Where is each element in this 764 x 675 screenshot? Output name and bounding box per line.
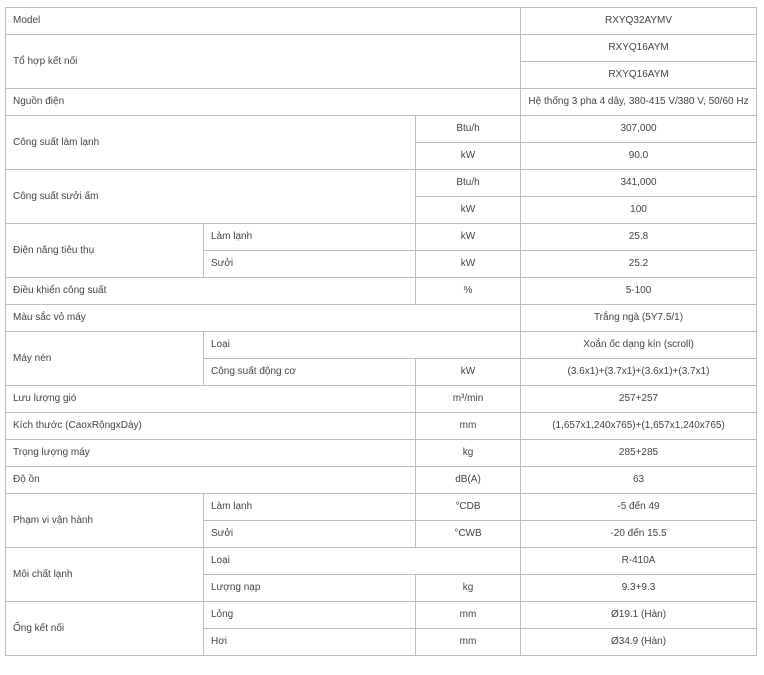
table-row (6, 278, 757, 305)
row-label-power-supply: Nguồn điện (6, 89, 521, 116)
table-row (6, 440, 757, 467)
table-row (6, 494, 757, 521)
cooling-unit-btu: Btu/h (416, 116, 521, 143)
power-consumption-unit-heating: kW (416, 251, 521, 278)
row-label-heating-capacity: Công suất sưởi ấm (6, 170, 416, 224)
heating-value-kw: 100 (521, 197, 757, 224)
piping-mode-gas: Hơi (204, 629, 416, 656)
heating-value-btu: 341,000 (521, 170, 757, 197)
table-row (6, 116, 757, 143)
operating-range-value-heating: -20 đến 15.5 (521, 521, 757, 548)
piping-value-liquid: Ø19.1 (Hàn) (521, 602, 757, 629)
operating-range-mode-cooling: Làm lạnh (204, 494, 416, 521)
combination-value-2: RXYQ16AYM (521, 62, 757, 89)
noise-value: 63 (521, 467, 757, 494)
spec-table (5, 7, 757, 656)
cooling-value-kw: 90.0 (521, 143, 757, 170)
row-label-capacity-control: Điều khiển công suất (6, 278, 416, 305)
row-label-compressor: Máy nén (6, 332, 204, 386)
row-label-casing-color: Màu sắc vỏ máy (6, 305, 521, 332)
table-row (6, 548, 757, 575)
row-label-dimensions: Kích thước (CaoxRộngxDày) (6, 413, 416, 440)
row-label-power-consumption: Điện năng tiêu thụ (6, 224, 204, 278)
refrigerant-charge-value: 9.3+9.3 (521, 575, 757, 602)
piping-unit-liquid: mm (416, 602, 521, 629)
compressor-motor-unit: kW (416, 359, 521, 386)
power-supply-value: Hệ thống 3 pha 4 dây, 380-415 V/380 V, 50/60 Hz (521, 89, 757, 116)
compressor-motor-value: (3.6x1)+(3.7x1)+(3.6x1)+(3.7x1) (521, 359, 757, 386)
model-value: RXYQ32AYMV (521, 8, 757, 35)
table-row (6, 467, 757, 494)
compressor-type-label: Loại (204, 332, 521, 359)
power-consumption-unit-cooling: kW (416, 224, 521, 251)
row-label-operating-range: Phạm vi vận hành (6, 494, 204, 548)
table-row (6, 413, 757, 440)
row-label-model: Model (6, 8, 521, 35)
power-consumption-mode-heating: Sưởi (204, 251, 416, 278)
row-label-cooling-capacity: Công suất làm lạnh (6, 116, 416, 170)
power-consumption-value-heating: 25.2 (521, 251, 757, 278)
piping-unit-gas: mm (416, 629, 521, 656)
row-label-airflow: Lưu lượng gió (6, 386, 416, 413)
refrigerant-charge-unit: kg (416, 575, 521, 602)
piping-mode-liquid: Lỏng (204, 602, 416, 629)
capacity-control-value: 5-100 (521, 278, 757, 305)
table-row (6, 8, 757, 35)
table-row (6, 89, 757, 116)
cooling-value-btu: 307,000 (521, 116, 757, 143)
row-label-combination: Tổ hợp kết nối (6, 35, 521, 89)
table-row (6, 224, 757, 251)
refrigerant-type-label: Loại (204, 548, 521, 575)
power-consumption-mode-cooling: Làm lạnh (204, 224, 416, 251)
airflow-value: 257+257 (521, 386, 757, 413)
refrigerant-type-value: R-410A (521, 548, 757, 575)
table-row (6, 386, 757, 413)
operating-range-mode-heating: Sưởi (204, 521, 416, 548)
operating-range-unit-cooling: °CDB (416, 494, 521, 521)
row-label-noise: Độ ồn (6, 467, 416, 494)
table-row (6, 35, 757, 62)
row-label-refrigerant: Môi chất lạnh (6, 548, 204, 602)
casing-color-value: Trắng ngà (5Y7.5/1) (521, 305, 757, 332)
table-row (6, 170, 757, 197)
airflow-unit: m³/min (416, 386, 521, 413)
combination-value-1: RXYQ16AYM (521, 35, 757, 62)
operating-range-unit-heating: °CWB (416, 521, 521, 548)
heating-unit-btu: Btu/h (416, 170, 521, 197)
row-label-piping: Ống kết nối (6, 602, 204, 656)
compressor-type-value: Xoắn ốc dạng kín (scroll) (521, 332, 757, 359)
table-row (6, 305, 757, 332)
dimensions-unit: mm (416, 413, 521, 440)
weight-value: 285+285 (521, 440, 757, 467)
row-label-weight: Trọng lượng máy (6, 440, 416, 467)
compressor-motor-label: Công suất động cơ (204, 359, 416, 386)
weight-unit: kg (416, 440, 521, 467)
refrigerant-charge-label: Lượng nạp (204, 575, 416, 602)
capacity-control-unit: % (416, 278, 521, 305)
power-consumption-value-cooling: 25.8 (521, 224, 757, 251)
noise-unit: dB(A) (416, 467, 521, 494)
table-row (6, 602, 757, 629)
table-row (6, 332, 757, 359)
operating-range-value-cooling: -5 đến 49 (521, 494, 757, 521)
cooling-unit-kw: kW (416, 143, 521, 170)
dimensions-value: (1,657x1,240x765)+(1,657x1,240x765) (521, 413, 757, 440)
heating-unit-kw: kW (416, 197, 521, 224)
piping-value-gas: Ø34.9 (Hàn) (521, 629, 757, 656)
